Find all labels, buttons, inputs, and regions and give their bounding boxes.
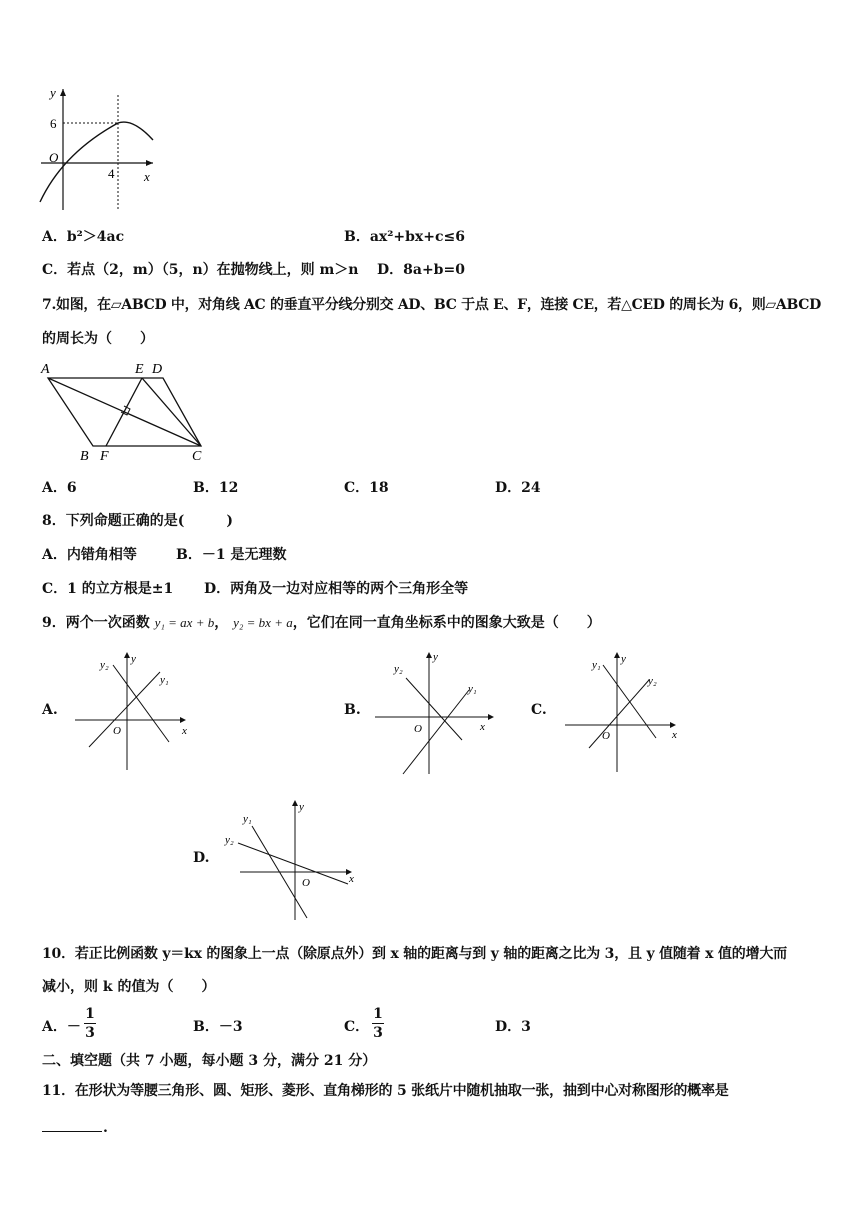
q7-stem-line2: 的周长为（ ） [42,331,154,347]
q10-option-b: B．－3 [193,1019,243,1035]
q9-stem-prefix: 9．两个一次函数 [42,615,150,631]
q9-option-c-graph [562,650,687,775]
label-y1: y₁ [468,683,477,695]
q10-option-a-fraction [84,1006,96,1041]
fraction-bar [372,1023,384,1024]
q7-option-c: C．18 [344,480,389,496]
q9-option-d-label: D. [193,850,210,866]
fraction-numerator: 1 [85,1006,95,1022]
q6-option-c: C．若点（2，m）（5，n）在抛物线上，则 m＞n [42,262,359,278]
label-y1: y₁ [243,813,252,825]
label-y2: y₂ [225,834,234,846]
q9-option-a-graph [72,650,197,775]
q8-option-a: A．内错角相等 [42,547,137,563]
point-a-label: A [41,362,50,377]
q9-equation-y2: y₂ = bx + a [233,615,293,630]
line-y1 [89,672,160,747]
label-y1: y₁ [160,674,169,686]
q6-option-b: B．ax²+bx+c≤6 [344,229,465,245]
label-y2: y₂ [100,659,109,671]
q8-option-c: C．1 的立方根是±1 [42,581,174,597]
q9-stem [42,613,601,633]
q10-option-d: D．3 [495,1019,531,1035]
q9-stem-suffix: ，它们在同一直角坐标系中的图象大致是（ ） [292,615,601,631]
q11-stem: 11．在形状为等腰三角形、圆、矩形、菱形、直角梯形的 5 张纸片中随机抽取一张，抽到中心对称图形的概率是 [42,1083,729,1099]
q7-option-d: D．24 [495,480,541,496]
q11-end-period: . [103,1120,108,1136]
point-b-label: B [80,449,89,464]
y-axis-arrow [614,652,620,658]
q9-separator: ， [214,615,229,631]
fraction-bar [84,1023,96,1024]
y-axis-arrow [292,800,298,806]
x-axis-arrow [180,717,186,723]
y-axis-label: y [50,85,56,100]
q7-option-a: A．6 [42,480,77,496]
fraction-denominator: 3 [373,1025,383,1041]
q7-option-b: B．12 [193,480,239,496]
origin-label: O [49,150,59,165]
label-y1: y₁ [592,659,601,671]
line-y2 [238,843,348,884]
label-origin: O [302,877,310,889]
point-f-label: F [100,449,109,464]
segment-ce [142,378,201,446]
label-x: x [182,725,187,737]
x-axis-arrow [488,714,494,720]
label-y: y [131,653,136,665]
q9-option-b-graph [372,650,497,778]
point-e-label: E [135,362,144,377]
x-axis-arrow [146,160,153,166]
q10-stem-line1: 10．若正比例函数 y＝kx 的图象上一点（除原点外）到 x 轴的距离与到 y 轴的距离之比为 3，且 y 值随着 x 值的增大而 [42,946,787,962]
label-origin: O [414,723,422,735]
q10-option-c-fraction [372,1006,384,1041]
x-axis-arrow [670,722,676,728]
y-axis-arrow [60,89,66,96]
label-origin: O [113,725,121,737]
q8-option-b: B．－1 是无理数 [176,547,287,563]
point-d-label: D [152,362,163,377]
section-2-heading: 二、填空题（共 7 小题，每小题 3 分，满分 21 分） [42,1053,377,1069]
q9-option-b-label: B. [344,702,361,718]
y-axis-arrow [124,652,130,658]
label-x: x [480,721,485,733]
q11-answer-blank [42,1131,102,1132]
label-y2: y₂ [648,675,657,687]
y-axis-arrow [426,652,432,658]
q10-option-a-label: A．－ [42,1019,81,1035]
x-mark-label: 4 [108,166,115,181]
segment-ef [106,378,142,446]
label-y: y [433,651,438,663]
q10-stem-line2: 减小，则 k 的值为（ ） [42,979,216,995]
label-y2: y₂ [394,663,403,675]
label-x: x [349,873,354,885]
q6-option-a: A．b²＞4ac [42,229,125,245]
q8-stem: 8．下列命题正确的是( ) [42,513,233,529]
label-y: y [299,801,304,813]
label-y: y [621,653,626,665]
fraction-denominator: 3 [85,1025,95,1041]
fraction-numerator: 1 [373,1006,383,1022]
label-x: x [672,729,677,741]
q6-parabola-graph [36,85,166,215]
q7-stem-line1: 7.如图，在▱ABCD 中，对角线 AC 的垂直平分线分别交 AD、BC 于点 E、F，连接 CE，若△CED 的周长为 6，则▱ABCD [42,297,821,313]
q9-option-c-label: C. [531,702,547,718]
q9-option-d-graph [222,798,362,923]
q6-option-d: D．8a+b=0 [377,262,465,278]
line-y1 [403,690,469,774]
x-axis-label: x [144,169,150,184]
q9-option-a-label: A. [42,702,58,718]
q10-option-c-label: C． [344,1019,370,1035]
q8-option-d: D．两角及一边对应相等的两个三角形全等 [204,581,469,597]
y-mark-label: 6 [50,116,57,131]
line-y2 [589,680,649,748]
label-origin: O [602,730,610,742]
q9-equation-y1: y₁ = ax + b [154,615,215,630]
q7-parallelogram-figure [38,360,213,465]
point-c-label: C [192,449,202,464]
